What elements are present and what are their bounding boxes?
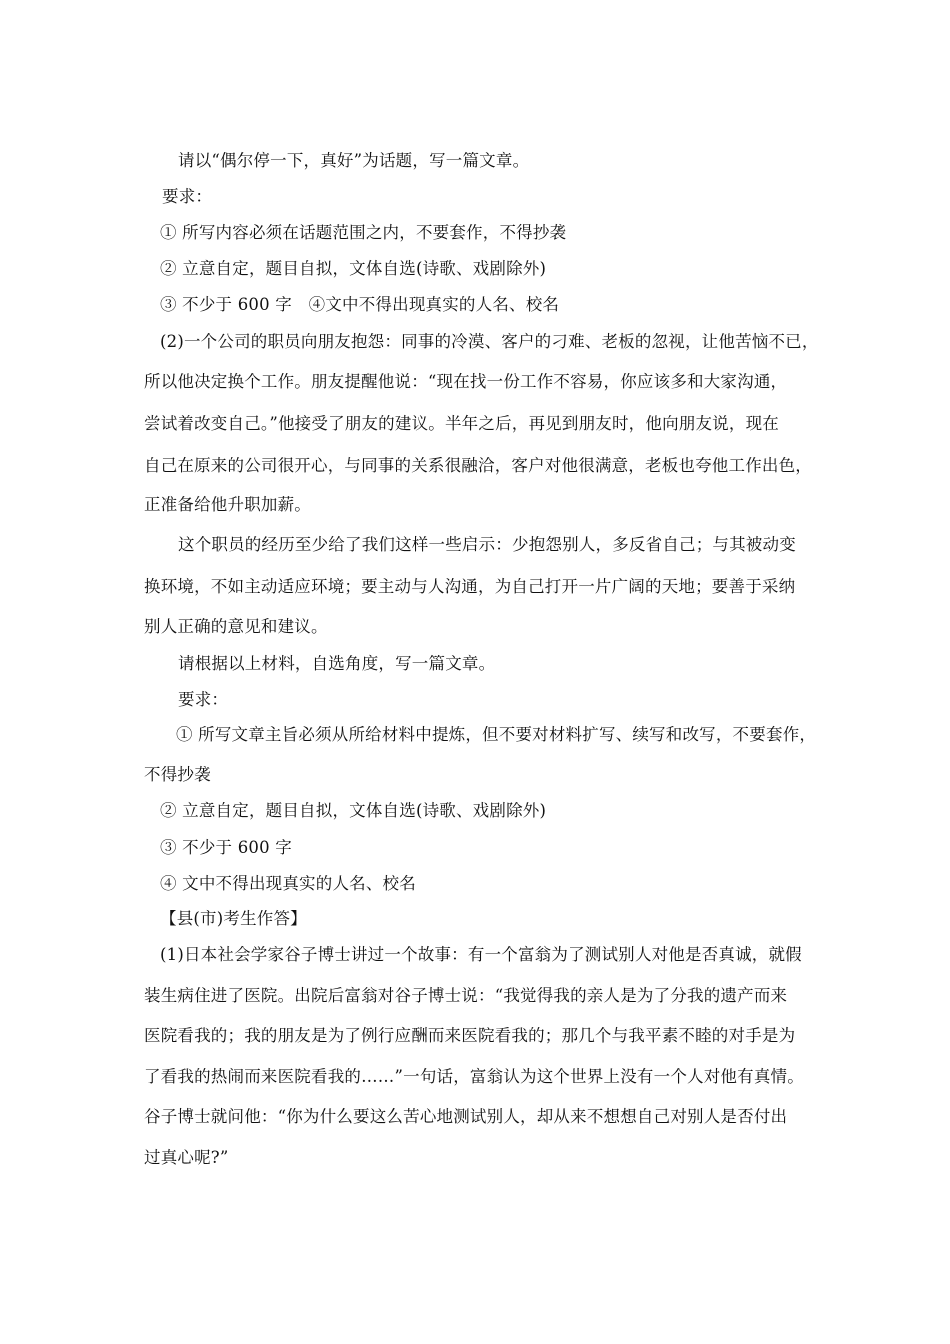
requirement-item: ① 所写内容必须在话题范围之内，不要套作，不得抄袭 <box>160 223 567 242</box>
writing-instruction: 请根据以上材料，自选角度，写一篇文章。 <box>178 654 496 673</box>
paragraph-line: 装生病住进了医院。出院后富翁对谷子博士说：“我觉得我的亲人是为了分我的遗产而来 <box>144 986 788 1005</box>
topic-instruction: 请以“偶尔停一下，真好”为话题，写一篇文章。 <box>178 151 530 170</box>
requirement-item: ② 立意自定，题目自拟，文体自选(诗歌、戏剧除外) <box>160 801 547 820</box>
requirements-heading: 要求： <box>162 187 213 206</box>
paragraph-line: 医院看我的；我的朋友是为了例行应酬而来医院看我的；那几个与我平素不睦的对手是为 <box>144 1026 796 1045</box>
requirement-item: 不得抄袭 <box>144 765 211 784</box>
paragraph-line: 所以他决定换个工作。朋友提醒他说：“现在找一份工作不容易，你应该多和大家沟通， <box>144 372 788 391</box>
requirement-item: ④ 文中不得出现真实的人名、校名 <box>160 874 416 893</box>
section-heading: 【县(市)考生作答】 <box>160 909 307 928</box>
paragraph-line: (1)日本社会学家谷子博士讲过一个故事：有一个富翁为了测试别人对他是否真诚，就假 <box>160 945 802 964</box>
requirements-heading: 要求： <box>178 690 229 709</box>
paragraph-line: 谷子博士就问他：“你为什么要这么苦心地测试别人，却从来不想想自己对别人是否付出 <box>144 1107 788 1126</box>
paragraph-line: 换环境，不如主动适应环境；要主动与人沟通，为自己打开一片广阔的天地；要善于采纳 <box>144 577 796 596</box>
paragraph-line: (2)一个公司的职员向朋友抱怨：同事的冷漠、客户的刁难、老板的忽视，让他苦恼不已， <box>160 332 819 351</box>
requirement-item: ② 立意自定，题目自拟，文体自选(诗歌、戏剧除外) <box>160 259 547 278</box>
requirement-item: ① 所写文章主旨必须从所给材料中提炼，但不要对材料扩写、续写和改写，不要套作， <box>176 725 817 744</box>
paragraph-line: 自己在原来的公司很开心，与同事的关系很融洽，客户对他很满意，老板也夸他工作出色， <box>144 456 812 475</box>
paragraph-line: 这个职员的经历至少给了我们这样一些启示：少抱怨别人，多反省自己；与其被动变 <box>178 535 796 554</box>
paragraph-line: 别人正确的意见和建议。 <box>144 617 328 636</box>
paragraph-line: 了看我的热闹而来医院看我的……”一句话，富翁认为这个世界上没有一个人对他有真情。 <box>144 1067 804 1086</box>
paragraph-line: 过真心呢?” <box>144 1148 229 1167</box>
requirement-item: ③ 不少于 600 字 ④文中不得出现真实的人名、校名 <box>160 295 560 314</box>
requirement-item: ③ 不少于 600 字 <box>160 838 292 857</box>
paragraph-line: 尝试着改变自己。”他接受了朋友的建议。半年之后，再见到朋友时，他向朋友说，现在 <box>144 414 779 433</box>
paragraph-line: 正准备给他升职加薪。 <box>144 495 311 514</box>
